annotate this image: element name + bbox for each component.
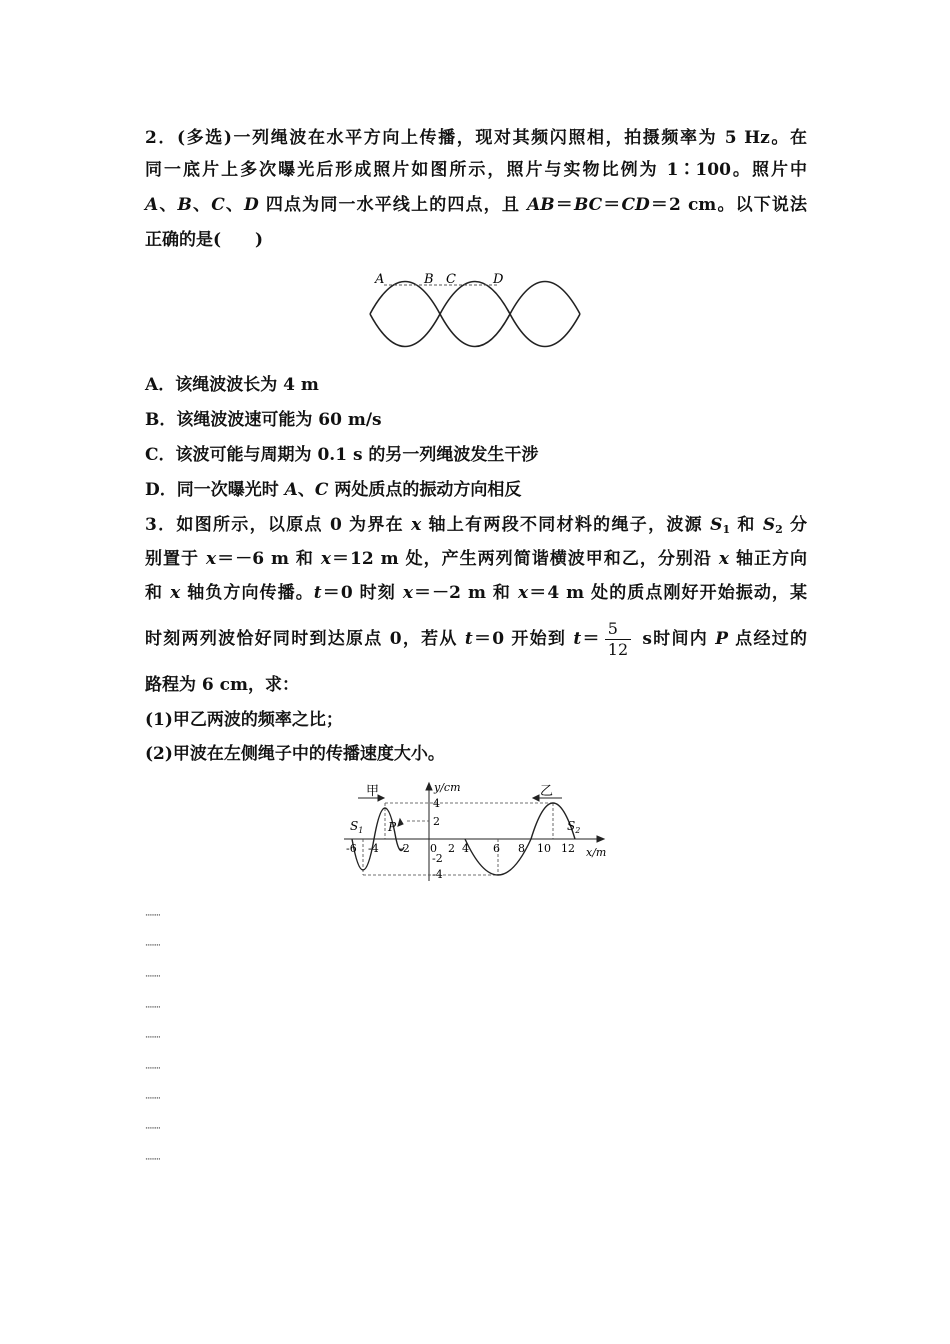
answer-line: ········ bbox=[145, 1064, 160, 1074]
answer-line: ········ bbox=[145, 1155, 160, 1165]
answer-line: ········ bbox=[145, 1124, 160, 1134]
label-b: B bbox=[424, 272, 434, 287]
x-tick-10: 10 bbox=[537, 842, 551, 855]
label-c: C bbox=[446, 272, 456, 287]
answer-line: ········ bbox=[145, 1003, 160, 1013]
q3-line-2: 别置于 x＝－6 m 和 x＝12 m 处，产生两列简谐横波甲和乙，分别沿 x 轴正方向 bbox=[145, 549, 808, 569]
y-tick-neg2: -2 bbox=[432, 852, 443, 865]
s2-label: $S_2$ bbox=[567, 819, 581, 835]
wave-yi-label: 乙 bbox=[540, 784, 554, 799]
label-a: A bbox=[375, 272, 385, 287]
y-axis-label: y/cm bbox=[434, 781, 461, 794]
q3-sub-2: (2)甲波在左侧绳子中的传播速度大小。 bbox=[145, 744, 445, 764]
q3-line-5: 路程为 6 cm，求： bbox=[145, 675, 300, 695]
answer-line: ········ bbox=[145, 1033, 160, 1043]
q3-line-3: 和 x 轴负方向传播。t＝0 时刻 x＝－2 m 和 x＝4 m 处的质点刚好开始振动，某 bbox=[145, 583, 808, 603]
y-tick-2: 2 bbox=[433, 815, 440, 828]
x-tick-neg6: -6 bbox=[346, 842, 357, 855]
q3-line-1: 3．如图所示，以原点 0 为界在 x 轴上有两段不同材料的绳子，波源 $S_1$ 和 $S_2$ 分 bbox=[145, 515, 807, 536]
fraction: $\frac{5}{12}$ bbox=[605, 619, 631, 660]
q2-line-2: 同一底片上多次曝光后形成照片如图所示，照片与实物比例为 1∶100。照片中 bbox=[145, 160, 807, 180]
option-c: C．该波可能与周期为 0.1 s 的另一列绳波发生干涉 bbox=[145, 445, 539, 465]
x-tick-2: 2 bbox=[448, 842, 455, 855]
y-tick-neg4: -4 bbox=[432, 868, 443, 881]
q3-line-4: 时刻两列波恰好同时到达原点 0，若从 t＝0 开始到 t＝ $\frac{5}{12}$ s时间内 P 点经过的 bbox=[145, 619, 808, 659]
x-tick-4: 4 bbox=[462, 842, 469, 855]
x-tick-8: 8 bbox=[518, 842, 525, 855]
x-axis-label: x/m bbox=[586, 846, 607, 859]
wave-graph-figure bbox=[338, 777, 618, 887]
option-a: A．该绳波波长为 4 m bbox=[145, 375, 319, 395]
x-tick-12: 12 bbox=[561, 842, 575, 855]
label-d: D bbox=[493, 272, 504, 287]
q2-line-3: A、B、C、D 四点为同一水平线上的四点，且 AB＝BC＝CD＝2 cm。以下说法 bbox=[145, 195, 808, 215]
option-b: B．该绳波波速可能为 60 m/s bbox=[145, 410, 382, 430]
q3-sub-1: (1)甲乙两波的频率之比； bbox=[145, 710, 343, 730]
option-d: D．同一次曝光时 A、C 两处质点的振动方向相反 bbox=[145, 480, 522, 500]
q2-line-4: 正确的是( ) bbox=[145, 230, 264, 250]
y-tick-4: 4 bbox=[433, 797, 440, 810]
wave-jia-label: 甲 bbox=[366, 784, 380, 799]
answer-line: ········ bbox=[145, 972, 160, 982]
x-tick-6: 6 bbox=[493, 842, 500, 855]
x-tick-0: 0 bbox=[430, 842, 437, 855]
answer-line: ········ bbox=[145, 911, 160, 921]
q2-line-1: 2．(多选)一列绳波在水平方向上传播，现对其频闪照相，拍摄频率为 5 Hz。在 bbox=[145, 128, 807, 148]
answer-line: ········ bbox=[145, 1094, 160, 1104]
x-tick-neg4: -4 bbox=[368, 842, 379, 855]
s1-label: $S_1$ bbox=[350, 819, 364, 835]
p-label: P bbox=[388, 820, 397, 834]
answer-line: ········ bbox=[145, 941, 160, 951]
rope-wave-figure bbox=[360, 264, 590, 362]
x-tick-neg2: -2 bbox=[399, 842, 410, 855]
